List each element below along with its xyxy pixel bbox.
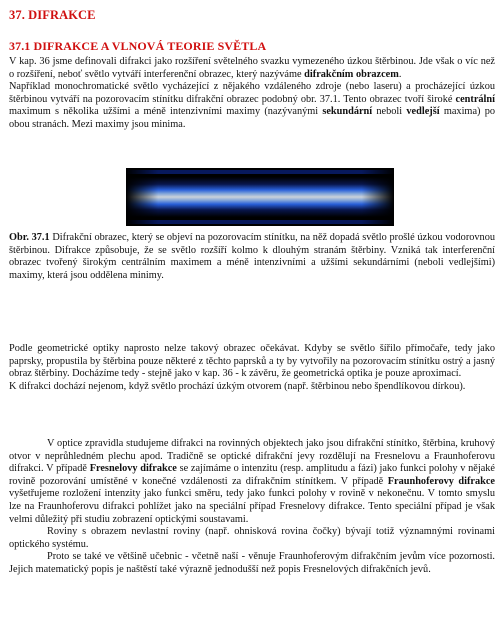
paragraph-geometric-optics: Podle geometrické optiky naprosto nelze takový obrazec očekávat. Kdyby se světlo šířilo přímočaře, tedy jako paprsky, propustila by štěrbina pouze některé z těchto paprsků a ty by vytvořily na pozorovacím stínítku ostrý a jasný obraz štěrbiny. Docházíme tedy - stejně jako v kap. 36 - k závěru, že geometrická optika je pouze aproximací. K difrakci dochází nejenom, když světlo prochází úzkým otvorem (např. štěrbinou nebo špendlíkovou dírkou). — [9, 343, 495, 392]
diffraction-fringes-image — [126, 168, 394, 226]
chapter-heading: 37. DIFRAKCE — [9, 8, 96, 22]
paragraph-textbooks: Proto se také ve většině učebnic - včetně naší - věnuje Fraunhoferovým difrakčním jevům více pozornosti. Jejich matematický popis je naštěstí také výrazně jednodušší než popis Fresnelových difrakčních jevů. — [9, 551, 495, 575]
term-diffraction-pattern: difrakčním obrazcem — [304, 68, 399, 80]
term-fresnel: Fresnelovy difrakce — [89, 463, 177, 475]
term-side: vedlejší — [406, 106, 440, 118]
figure-label: Obr. 37.1 — [9, 232, 50, 243]
intro-paragraph: V kap. 36 jsme definovali difrakci jako rozšíření světelného svazku vymezeného úzkou štěrbinou. Jde však o víc než o rozšíření, neboť světlo vytváří interferenční obrazec, který nazýváme difrakčním obrazcem. Například monochromatické světlo vycházející z nějakého vzdáleného zdroje (nebo laseru) a procházející úzkou štěrbinou vytváří na pozorovacím stínítku difrakční obrazec podobný obr. 37.1. Tento obrazec tvoří široké centrální maximum s několika užšími a méně intenzivními maximy (nazývanými sekundární neboli vedlejší maxima) po obou stranách. Mezi maximy jsou minima. — [9, 56, 495, 130]
diffraction-pattern-figure — [126, 168, 394, 226]
term-central: centrální — [455, 93, 495, 105]
figure-caption: Obr. 37.1 Difrakční obrazec, který se objeví na pozorovacím stínítku, na něž dopadá světlo prošlé úzkou vodorovnou štěrbinou. Difrakce způsobuje, že se světlo rozšíří kolmo k dlouhým stranám štěrbiny. Vzniká tak interferenční obrazec tvořený širokým centrálním maximem a méně intenzivními a užšími sekundárními (neboli vedlejšími) maximy, která jsou oddělena minimy. — [9, 232, 495, 281]
paragraph-diffraction-occurs: K difrakci dochází nejenom, když světlo prochází úzkým otvorem (např. štěrbinou nebo špendlíkovou dírkou). — [9, 380, 466, 392]
term-secondary: sekundární — [322, 106, 373, 118]
paragraph-planes: Roviny s obrazem nevlastní roviny (např. ohnisková rovina čočky) bývají totiž významnými rovinami optického systému. — [9, 526, 495, 550]
paragraph-fresnel-fraunhofer: V optice zpravidla studujeme difrakci na rovinných objektech jako jsou difrakční stínítko, štěrbina, kruhový otvor v neprůhledném plechu apod. Tradičně se optické difrakční jevy rozdělují na Fresnelovu a Fraunhoferovu difrakci. V případě Fresnelovy difrakce se zajímáme o intenzitu (resp. amplitudu a fázi) jako funkci polohy v nějaké rovině pozorování umístěné v konečné vzdálenosti za difrakčním stínítkem. V případě Fraunhoferovy difrakce vyšetřujeme rozložení intenzity jako funkci směru, tedy jako funkci polohy v rovině v nekonečnu. V tomto smyslu lze na Fraunhoferovu difrakci pohlížet jako na speciální případ Fresnelovy difrakce. Tento speciální případ je však velmi důležitý při studiu zobrazení optickými soustavami. Roviny s obrazem nevlastní roviny (např. ohnisková rovina čočky) bývají totiž významnými rovinami optického systému. Proto se také ve většině učebnic - včetně naší - věnuje Fraunhoferovým difrakčním jevům více pozornosti. Jejich matematický popis je naštěstí také výrazně jednodušší než popis Fresnelových difrakčních jevů. — [9, 438, 495, 575]
term-fraunhofer: Fraunhoferovy difrakce — [387, 475, 495, 487]
section-title: 37.1 DIFRAKCE A VLNOVÁ TEORIE SVĚTLA — [9, 39, 267, 53]
